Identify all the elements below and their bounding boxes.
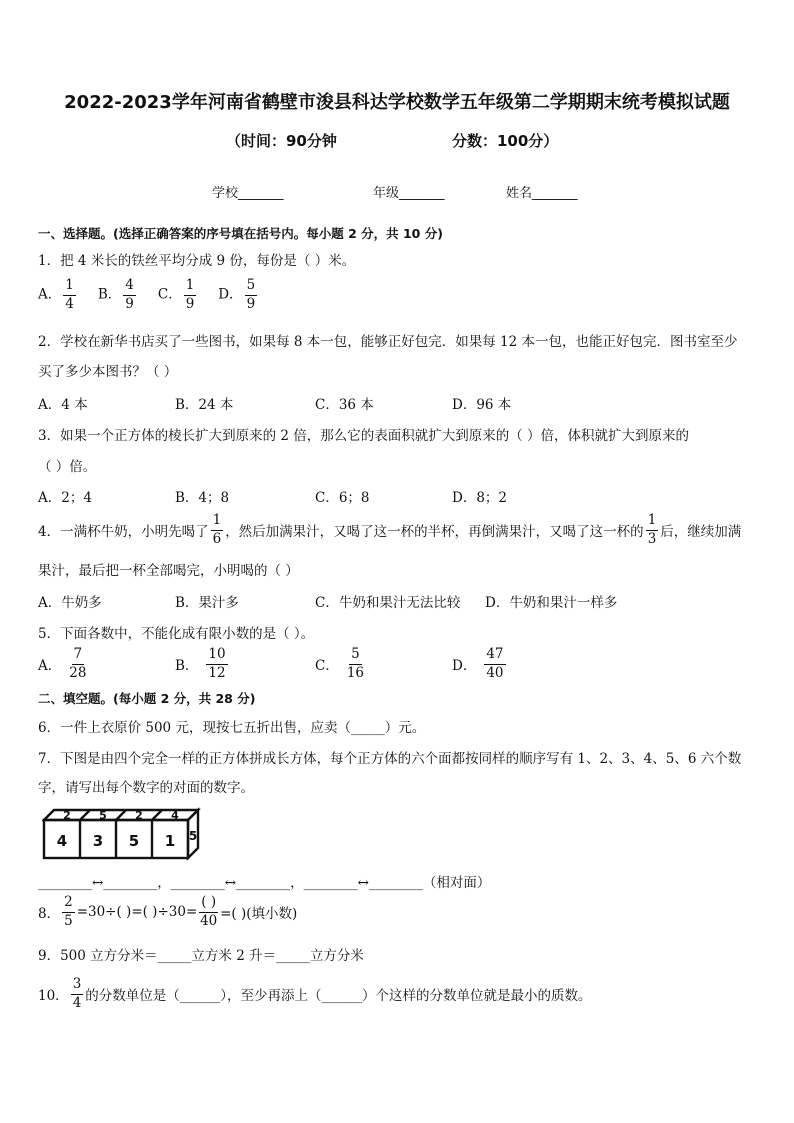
question-9: 9．500 立方分米＝_____立方米 2 升＝_____立方分米: [38, 948, 364, 964]
question-10: [38, 978, 592, 1010]
question-10-text: 的分数单位是（______），至少再添上（______）个这样的分数单位就是最小的质数。: [85, 988, 592, 1004]
option-b: B．果汁多: [175, 595, 239, 611]
question-7-line-2: 字，请写出每个数字的对面的数字。: [38, 780, 254, 796]
question-5: 5．下面各数中，不能化成有限小数的是（ ）。: [38, 626, 315, 642]
question-6: 6．一件上衣原价 500 元，现按七五折出售，应卖（_____）元。: [38, 720, 426, 736]
option-a: A．4 本: [38, 397, 88, 413]
option-c: C． $\frac{5}{16}$: [315, 646, 365, 681]
question-4-text-c: 后，继续加满: [660, 524, 742, 540]
question-2-line-2: 买了多少本图书？（ ）: [38, 364, 178, 380]
question-4-line-2: 果汁，最后把一杯全部喝完，小明喝的（ ）: [38, 563, 299, 579]
option-b: B． $\frac{4}{9}$: [97, 277, 134, 312]
option-c: C．牛奶和果汁无法比较: [315, 595, 461, 611]
option-c: C．36 本: [315, 397, 374, 413]
question-8-equation: =30÷( )=( )÷30=: [76, 904, 198, 920]
option-a: A．牛奶多: [38, 595, 102, 611]
option-b: B． $\frac{10}{12}$: [175, 646, 226, 681]
exam-time: （时间：90分钟: [226, 132, 337, 150]
question-8: [38, 896, 297, 928]
cube-diagram: [42, 806, 202, 862]
page-title: 2022-2023学年河南省鹤壁市浚县科达学校数学五年级第二学期期末统考模拟试题: [64, 92, 730, 113]
option-c: C．6；8: [315, 490, 370, 506]
section-heading-choice: 一、选择题。(选择正确答案的序号填在括号内。每小题 2 分，共 10 分): [38, 226, 443, 241]
fraction: $\frac{1}{3}$: [647, 512, 657, 547]
cube-top-number: 5: [99, 809, 107, 822]
question-8-number: 8．: [38, 906, 61, 922]
cube-side-number: 5: [188, 829, 198, 843]
option-b: B．4；8: [175, 490, 230, 506]
exam-score: 分数：100分）: [452, 132, 559, 150]
cube-front-number: 3: [92, 832, 104, 850]
option-d: D． $\frac{47}{40}$: [452, 646, 504, 681]
option-d: D． $\frac{5}{9}$: [218, 277, 256, 312]
school-field: 学校_______: [212, 186, 284, 201]
cube-top-number: 2: [135, 809, 143, 822]
question-4-text-a: 4．一满杯牛奶，小明先喝了: [38, 524, 209, 540]
option-a: A．2；4: [38, 490, 92, 506]
option-a: A． $\frac{1}{4}$: [38, 277, 74, 312]
cube-front-number: 5: [128, 832, 140, 850]
cube-edge: [80, 810, 90, 820]
section-heading-fill: 二、填空题。(每小题 2 分，共 28 分): [38, 691, 256, 706]
question-3-line-1: 3．如果一个正方体的棱长扩大到原来的 2 倍，那么它的表面积就扩大到原来的（ ）倍，体积就扩大到原来的: [38, 428, 690, 444]
cube-edge: [152, 810, 162, 820]
cube-top-number: 4: [171, 809, 179, 822]
cube-front-number: 4: [56, 832, 68, 850]
option-c: C． $\frac{1}{9}$: [157, 277, 195, 312]
question-2-line-1: 2．学校在新华书店买了一些图书，如果每 8 本一包，能够正好包完．如果每 12 本一包，也能正好包完．图书室至少: [38, 334, 738, 350]
question-1: 1．把 4 米长的铁丝平均分成 9 份，每份是（ ）米。: [38, 253, 356, 269]
option-a: A． $\frac{7}{28}$: [38, 646, 87, 681]
cube-edge: [116, 810, 126, 820]
question-8-suffix: =( )(填小数): [220, 906, 298, 922]
cube-top-number: 2: [63, 809, 71, 822]
question-7-line-1: 7．下图是由四个完全一样的正方体拼成长方体，每个正方体的六个面都按同样的顺序写有 1、2、3、4、5、6 六个数: [38, 751, 742, 767]
question-10-number: 10．: [38, 988, 69, 1004]
fraction: $\frac{1}{6}$: [212, 512, 222, 547]
fraction-blank: $\frac{( )}{40}$: [200, 894, 218, 929]
fraction: $\frac{2}{5}$: [64, 894, 73, 929]
question-4-line-1: [38, 514, 741, 546]
name-field: 姓名_______: [506, 186, 578, 201]
option-d: D．牛奶和果汁一样多: [485, 595, 618, 611]
question-4-text-b: ，然后加满果汁，又喝了这一杯的半杯，再倒满果汁，又喝了这一杯的: [225, 524, 644, 540]
question-7-answer-line: ________↔________，________↔________，________↔________（相对面）: [38, 875, 491, 891]
cube-front-number: 1: [164, 832, 176, 850]
question-3-line-2: （ ）倍。: [38, 459, 97, 475]
option-b: B．24 本: [175, 397, 234, 413]
fraction: $\frac{3}{4}$: [72, 976, 82, 1011]
question-1-options: [38, 279, 259, 311]
option-d: D．8；2: [452, 490, 508, 506]
option-d: D．96 本: [452, 397, 512, 413]
grade-field: 年级_______: [373, 186, 445, 201]
